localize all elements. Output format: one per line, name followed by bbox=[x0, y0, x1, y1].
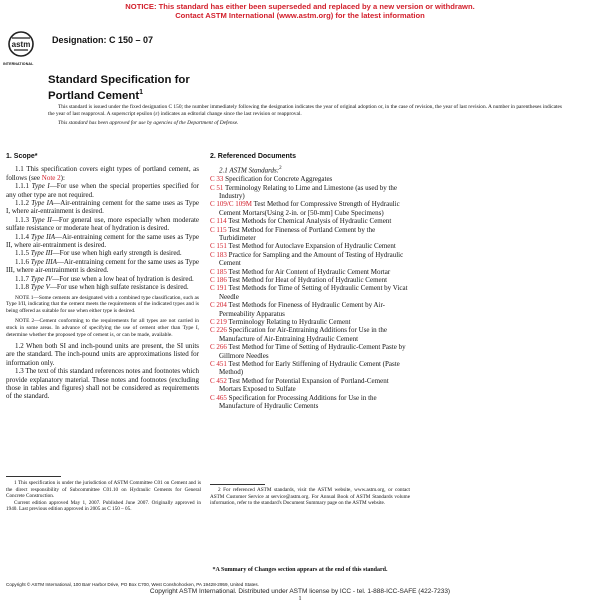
reference-title: Test Method for Fineness of Portland Cement by the Turbidimeter bbox=[219, 225, 376, 242]
item-number: 1.1.4 bbox=[15, 232, 32, 241]
footnote-2-ref: 2 bbox=[279, 166, 282, 172]
reference-title: Test Method for Time of Setting of Hydraulic-Cement Paste by Gillmore Needles bbox=[219, 343, 406, 360]
reference-code-link[interactable]: C 51 bbox=[210, 183, 224, 192]
reference-item bbox=[210, 318, 410, 326]
reference-code-link[interactable]: C 219 bbox=[210, 318, 227, 327]
cement-type-item bbox=[6, 182, 199, 199]
title-line-2 bbox=[48, 87, 190, 102]
title-line-1: Standard Specification for bbox=[48, 74, 190, 86]
reference-code-link[interactable]: C 183 bbox=[210, 250, 227, 259]
para-1-1-end: ): bbox=[60, 173, 65, 182]
copyright-line: Copyright © ASTM International, 100 Barr Harbor Drive, PO Box C700, West Conshohocken, PA 19428-2959, United States. bbox=[6, 582, 259, 587]
reference-code-link[interactable]: C 185 bbox=[210, 267, 227, 276]
astm-logo-icon bbox=[6, 28, 36, 62]
supersede-notice bbox=[0, 2, 600, 20]
cement-type-name: Type I bbox=[31, 182, 50, 191]
footnote-rule-right bbox=[210, 484, 265, 485]
cement-type-description: —For use when a low heat of hydration is desired. bbox=[52, 274, 194, 283]
cement-type-description: —Air-entraining cement for the same uses as Type II, where air-entrainment is desired. bbox=[6, 232, 199, 250]
page-title bbox=[48, 74, 190, 102]
reference-item bbox=[210, 175, 410, 183]
reference-title: Test Methods for Time of Setting of Hydraulic Cement by Vicat Needle bbox=[219, 284, 408, 301]
reference-title: Specification for Processing Additions for Use in the Manufacture of Hydraulic Cements bbox=[219, 393, 377, 411]
designation: Designation: C 150 – 07 bbox=[52, 35, 154, 45]
reference-title: Test Method for Potential Expansion of Portland-Cement Mortars Exposed to Sulfate bbox=[219, 376, 389, 394]
cement-type-name: Type V bbox=[30, 283, 50, 292]
summary-of-changes-note: *A Summary of Changes section appears at the end of this standard. bbox=[212, 567, 388, 573]
reference-item bbox=[210, 251, 410, 268]
reference-title: Test Methods for Fineness of Hydraulic Cement by Air-Permeability Apparatus bbox=[219, 301, 386, 318]
reference-list bbox=[210, 175, 410, 410]
footnote-2 bbox=[210, 487, 410, 507]
item-number: 1.1.6 bbox=[15, 257, 31, 266]
reference-item bbox=[210, 268, 410, 276]
cement-type-name: Type II bbox=[31, 215, 52, 224]
para-1-3: 1.3 The text of this standard references notes and footnotes which provide explanatory material. These notes and footnotes (excluding those in tables and figures) shall not be considered as requirements of the standard. bbox=[6, 367, 199, 401]
reference-code-link[interactable]: C 151 bbox=[210, 242, 227, 251]
cement-type-description: —Air-entraining cement for the same uses as Type III, where air-entrainment is desired. bbox=[6, 257, 199, 275]
footnote-rule-left bbox=[6, 476, 61, 477]
intro-paragraph: This standard is issued under the fixed designation C 150; the number immediately following the designation indicates the year of original adoption or, in the case of revision, the year of last revision. A number in parentheses indicates the year of last reapproval. A superscript epsilon (ε) indicates an editorial change since the last revision or reapproval. bbox=[48, 104, 562, 117]
reference-title: Specification for Air-Entraining Additions for Use in the Manufacture of Air-Entraining Hydraulic Cement bbox=[219, 326, 387, 343]
reference-title: Test Method for Heat of Hydration of Hydraulic Cement bbox=[228, 276, 388, 285]
reference-title: Test Method for Air Content of Hydraulic Cement Mortar bbox=[228, 267, 391, 276]
cement-type-description: —For use when the special properties specified for any other type are not required. bbox=[6, 182, 200, 199]
cement-type-name: Type IIIA bbox=[30, 257, 57, 266]
reference-code-link[interactable]: C 109/C 109M bbox=[210, 200, 253, 209]
license-notice: Copyright ASTM International. Distributed under ASTM license by ICC - tel. 1-888-ICC-SAFE (422-7233) bbox=[149, 588, 451, 595]
reference-item bbox=[210, 226, 410, 243]
reference-title: Terminology Relating to Hydraulic Cement bbox=[228, 318, 351, 327]
para-2-1 bbox=[210, 165, 410, 175]
reference-code-link[interactable]: C 191 bbox=[210, 284, 227, 293]
note-2-link[interactable]: Note 2 bbox=[41, 173, 61, 182]
scope-heading: 1. Scope* bbox=[6, 153, 38, 160]
reference-item bbox=[210, 377, 410, 394]
item-number: 1.1.5 bbox=[15, 249, 31, 258]
reference-item bbox=[210, 217, 410, 225]
para-1-1 bbox=[6, 165, 199, 182]
reference-title: Test Method for Early Stiffening of Hydraulic Cement (Paste Method) bbox=[219, 360, 400, 377]
cement-type-item bbox=[6, 275, 199, 283]
astm-standards-label: 2.1 ASTM Standards: bbox=[219, 166, 280, 175]
reference-item bbox=[210, 394, 410, 411]
reference-title: Test Methods for Chemical Analysis of Hydraulic Cement bbox=[228, 217, 392, 226]
item-number: 1.1.2 bbox=[15, 199, 32, 208]
reference-code-link[interactable]: C 114 bbox=[210, 217, 227, 226]
item-number: 1.1.1 bbox=[15, 182, 32, 191]
cement-type-name: Type IIA bbox=[31, 232, 56, 241]
reference-item bbox=[210, 242, 410, 250]
reference-item bbox=[210, 200, 410, 217]
reference-title: Test Method for Compressive Strength of Hydraulic Cement Mortars(Using 2-in. or [50-mm] Cube Specimens) bbox=[219, 200, 400, 217]
para-1-1-text: 1.1 This specification covers eight types of portland cement, as follows (see bbox=[6, 165, 199, 182]
reference-code-link[interactable]: C 451 bbox=[210, 360, 227, 369]
reference-code-link[interactable]: C 186 bbox=[210, 276, 227, 285]
notice-line-2: Contact ASTM International (www.astm.org) for the latest information bbox=[175, 11, 425, 20]
cement-type-name: Type III bbox=[30, 249, 53, 258]
cement-type-description: —For use when high sulfate resistance is desired. bbox=[49, 283, 189, 292]
cement-type-item bbox=[6, 283, 199, 291]
reference-code-link[interactable]: C 452 bbox=[210, 376, 227, 385]
cement-type-name: Type IV bbox=[30, 274, 53, 283]
page-number: 1 bbox=[298, 596, 302, 602]
reference-item bbox=[210, 343, 410, 360]
reference-item bbox=[210, 184, 410, 201]
reference-code-link[interactable]: C 33 bbox=[210, 175, 224, 184]
reference-title: Specification for Concrete Aggregates bbox=[225, 175, 333, 184]
note-1: NOTE 1—Some cements are designated with a combined type classification, such as Type I/II, indicating that the cement meets the requirements of the indicated types and is being offered as suitable for use when either type is desired. bbox=[6, 294, 199, 315]
item-number: 1.1.8 bbox=[15, 283, 31, 292]
dod-approval: This standard has been approved for use by agencies of the Department of Defense. bbox=[58, 119, 239, 126]
cement-type-item bbox=[6, 258, 199, 275]
right-column bbox=[210, 153, 410, 411]
title-footnote-ref: 1 bbox=[139, 88, 144, 96]
reference-code-link[interactable]: C 115 bbox=[210, 225, 227, 234]
reference-title: Terminology Relating to Lime and Limestone (as used by the Industry) bbox=[219, 183, 397, 200]
reference-title: Practice for Sampling and the Amount of Testing of Hydraulic Cement bbox=[219, 250, 404, 268]
footnote-1-text: 1 This specification is under the jurisdiction of ASTM Committee C01 on Cement and is the direct responsibility of Subcommittee C01.10 on Hydraulic Cements for General Concrete Construction. bbox=[6, 480, 201, 499]
item-number: 1.1.7 bbox=[15, 274, 31, 283]
cement-type-item bbox=[6, 216, 199, 233]
reference-code-link[interactable]: C 204 bbox=[210, 301, 227, 310]
reference-item bbox=[210, 301, 410, 318]
reference-code-link[interactable]: C 226 bbox=[210, 326, 227, 335]
intro-block bbox=[48, 104, 568, 128]
cement-type-item bbox=[6, 249, 199, 257]
notice-line-1: NOTICE: This standard has either been superseded and replaced by a new version or withdrawn. bbox=[125, 2, 475, 11]
reference-item bbox=[210, 360, 410, 377]
reference-code-link[interactable]: C 465 bbox=[210, 393, 227, 402]
cement-types-list bbox=[6, 182, 199, 291]
footnote-2-text: 2 For referenced ASTM standards, visit the ASTM website, www.astm.org, or contact ASTM Customer Service at service@astm.org. For Annual Book of ASTM Standards volume information, refer to the standard's Document Summary page on the ASTM website. bbox=[210, 487, 410, 506]
cement-type-item bbox=[6, 199, 199, 216]
cement-type-description: —For general use, more especially when moderate sulfate resistance or moderate heat of hydration is desired. bbox=[6, 215, 200, 233]
cement-type-description: —For use when high early strength is desired. bbox=[52, 249, 182, 258]
reference-item bbox=[210, 284, 410, 301]
cement-type-description: —Air-entraining cement for the same uses as Type I, where air-entrainment is desired. bbox=[6, 199, 199, 216]
reference-item bbox=[210, 276, 410, 284]
para-1-2: 1.2 When both SI and inch-pound units are present, the SI units are the standard. The inch-pound units are approximations listed for information only. bbox=[6, 341, 199, 367]
title-main: Portland Cement bbox=[48, 89, 140, 102]
reference-title: Test Method for Autoclave Expansion of Hydraulic Cement bbox=[228, 242, 396, 251]
note-2: NOTE 2—Cement conforming to the requirements for all types are not carried in stock in some areas. In advance of specifying the use of cement other than Type I, determine whether the proposed type of cement is, or can be made, available. bbox=[6, 318, 199, 339]
logo-caption: INTERNATIONAL bbox=[3, 62, 34, 66]
item-number: 1.1.3 bbox=[15, 215, 32, 224]
reference-code-link[interactable]: C 266 bbox=[210, 343, 227, 352]
footnote-1 bbox=[6, 480, 201, 513]
footnote-1-edition: Current edition approved May 1, 2007. Published June 2007. Originally approved in 1940. Last previous edition approved in 2005 as C 150 – 05. bbox=[6, 499, 201, 512]
referenced-documents-heading: 2. Referenced Documents bbox=[210, 153, 296, 160]
cement-type-item bbox=[6, 233, 199, 250]
reference-item bbox=[210, 326, 410, 343]
cement-type-name: Type IA bbox=[31, 199, 54, 208]
left-column bbox=[6, 153, 199, 401]
svg-text:astm: astm bbox=[11, 40, 31, 49]
